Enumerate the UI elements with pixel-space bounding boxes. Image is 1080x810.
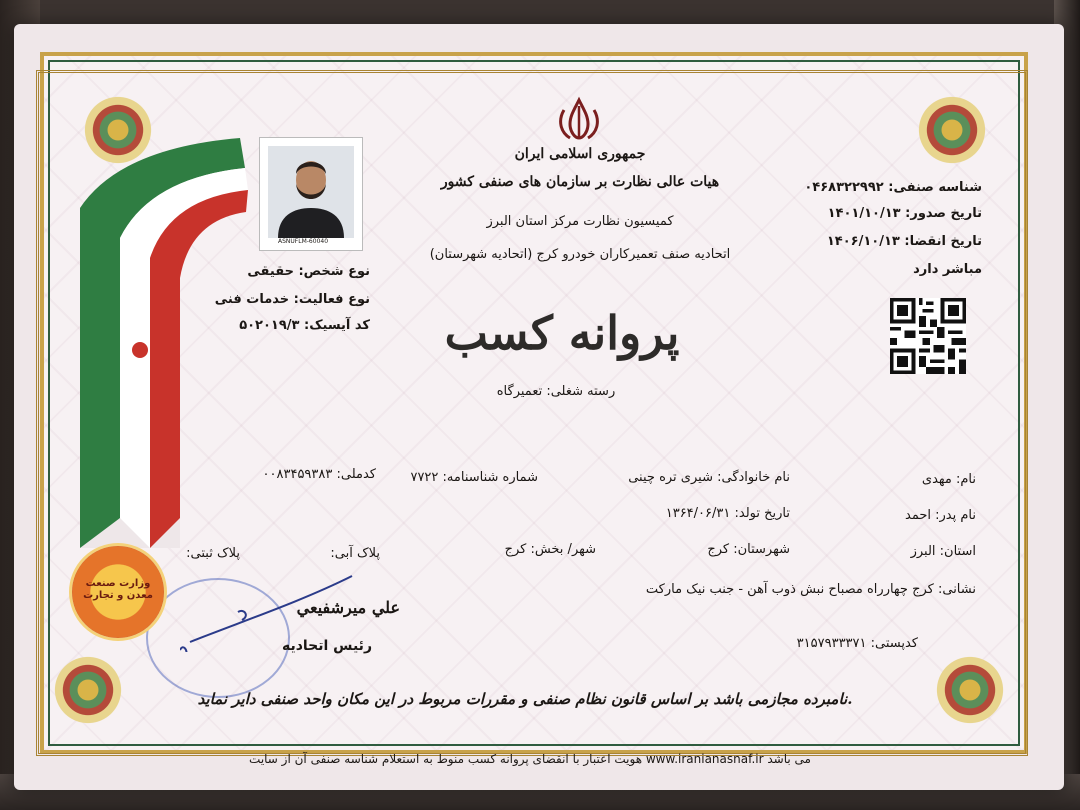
flag-ribbon-icon (60, 128, 250, 558)
guild-id: شناسه صنفی: ۰۴۶۸۳۲۲۹۹۲ (804, 180, 982, 195)
owner-portrait-image (268, 146, 354, 238)
expiry-date: تاریخ انقضا: ۱۴۰۶/۱۰/۱۳ (826, 234, 982, 249)
certificate-title: پروانه کسب (444, 306, 680, 360)
website-note: هویت اعتبار با انقضای پروانه کسب منوط به استعلام شناسه صنفی آن از سایت www.iranianasnaf.ir می باشد (249, 752, 811, 766)
id-number: شماره شناسنامه: ۷۷۲۲ (410, 470, 538, 485)
address: نشانی: کرج چهارراه مصباح نبش ذوب آهن - جنب نیک مارکت (645, 582, 976, 597)
seal-text: وزارت صنعت معدن و تجارت (83, 578, 153, 601)
owner-photo (259, 137, 363, 251)
postal-code: کدپستی: ۳۱۵۷۹۳۳۳۷۱ (796, 636, 918, 651)
signatory-name: علي ميرشفيعي (296, 598, 400, 617)
blue-plate: پلاک آبی: (330, 546, 380, 561)
father-name: نام پدر: احمد (905, 508, 976, 523)
direct-manager: مباشر دارد (913, 262, 982, 277)
person-type: نوع شخص: حقیقی (247, 264, 370, 279)
header-republic: جمهوری اسلامی ایران (514, 146, 646, 162)
registration-plate: پلاک ثبتی: (186, 546, 240, 561)
header-union: اتحادیه صنف تعمیرکاران خودرو کرج (اتحادیه شهرستان) (429, 247, 731, 262)
province: استان: البرز (910, 544, 976, 559)
city-district: شهر/ بخش: کرج (504, 542, 596, 557)
county: شهرستان: کرج (707, 542, 790, 557)
job-field: رسته شغلی: تعمیرگاه (496, 384, 616, 399)
iran-emblem-icon (556, 96, 602, 142)
issue-date: تاریخ صدور: ۱۴۰۱/۱۰/۱۳ (827, 206, 982, 221)
isic-code: کد آیسیک: ۵۰۲۰۱۹/۳ (239, 318, 370, 333)
header-commission: کمیسیون نظارت مرکز استان البرز (486, 214, 674, 229)
photo-caption: ASNUFLM-60040 (278, 238, 329, 245)
family-name: نام خانوادگی: شیری تره چینی (628, 470, 790, 485)
header-board: هیات عالی نظارت بر سازمان های صنفی کشور (440, 174, 720, 190)
signatory-role: رئیس اتحادیه (281, 638, 372, 654)
birth-date: تاریخ تولد: ۱۳۶۴/۰۶/۳۱ (665, 506, 790, 521)
ministry-seal (72, 546, 164, 638)
national-code: کدملی: ۰۰۸۳۴۵۹۳۸۳ (262, 467, 376, 482)
qr-code-icon (890, 298, 966, 374)
activity-type: نوع فعالیت: خدمات فنی (214, 292, 370, 307)
legal-notice: نامبرده مجازمی باشد بر اساس قانون نظام صنفی و مقررات مربوط در این مکان واحد صنفی دایر نماید. (197, 690, 853, 708)
corner-ornament-top-right (912, 90, 992, 170)
first-name: نام: مهدی (921, 472, 976, 487)
